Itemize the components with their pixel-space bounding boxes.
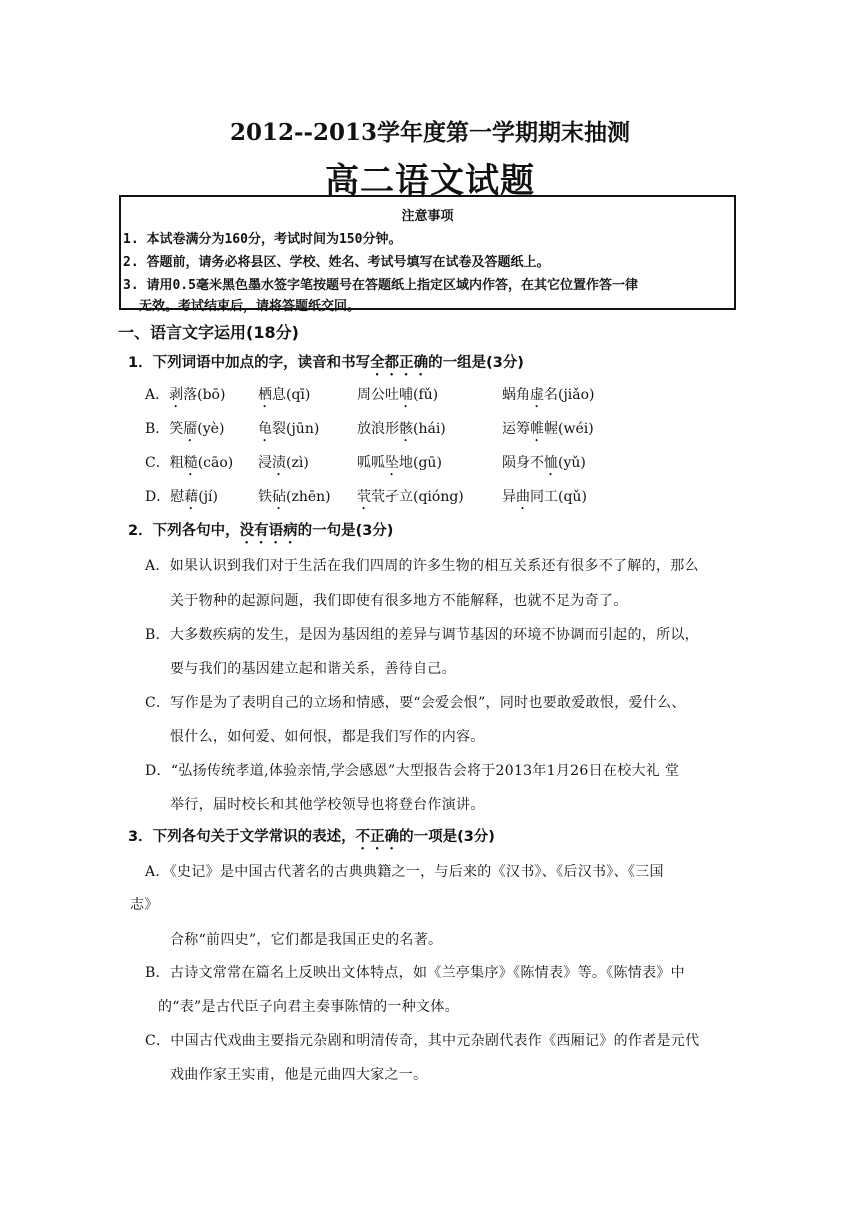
option-text: (jí) [198,489,218,505]
dotted-char: 坠 [385,455,399,471]
option-text: 同工(qǔ) [530,489,587,505]
q3-option-b: B．古诗文常常在篇名上反映出文体特点，如《兰亭集序》《陈情表》等。《陈情表》中 [145,965,685,981]
option-text: 落(bō) [183,387,226,403]
notice-box [119,195,736,314]
q3-option-b-cont: 的“表”是古代臣子向君主奏事陈情的一种文体。 [158,999,459,1015]
stem-emphasis: 不正确 [355,829,400,845]
option-text: (fǔ) [413,387,439,403]
notice-line: 无效。考试结束后，请将答题纸交回。 [139,299,361,314]
q2-option-d-cont: 举行，届时校长和其他学校领导也将登台作演讲。 [170,797,485,813]
option-text: 呱呱 [357,455,385,471]
q1-option-item [357,486,464,513]
dotted-char: 渍 [272,455,286,471]
option-text: (yǔ) [558,455,586,471]
dotted-char: 砧 [272,489,286,505]
dotted-char: 靥 [183,421,198,437]
q1-option-item [357,418,446,445]
notice-line: 2. 答题前，请务必将县区、学校、姓名、考试号填写在试卷及答题纸上。 [123,255,550,270]
q1-option-item [145,384,225,411]
stem-emphasis: 没有语病 [239,523,298,539]
q2-option-c: C．写作是为了表明自己的立场和情感，要“会爱会恨”，同时也要敢爱敢恨，爱什么、 [145,695,686,711]
option-text: 名(jiǎo) [544,387,595,403]
option-text: B． [145,421,170,437]
stem-text: 的一组是(3分) [428,355,524,371]
option-text: A． [145,387,170,403]
dotted-char: 栖 [258,387,272,403]
option-text: (cāo) [197,455,234,471]
q1-option-item [258,486,331,513]
stem-text: 的一项是(3分) [399,829,495,845]
q1-option-item [502,418,594,445]
option-text: 运筹 [502,421,530,437]
q2-option-b: B．大多数疾病的发生，是因为基因组的差异与调节基因的环境不协调而引起的，所以， [145,627,699,643]
q2-option-c-cont: 恨什么，如何爱、如何恨，都是我们写作的内容。 [170,729,485,745]
stem-text: 2．下列各句中， [128,523,240,539]
stem-emphasis: 全都正确 [370,355,429,371]
question-1-stem [128,351,524,379]
option-text: 息(qī) [272,387,311,403]
q1-option-item [145,486,218,513]
q1-option-item [145,418,224,445]
option-text: 陨身不 [502,455,544,471]
option-text: 幄(wéi) [544,421,594,437]
dotted-char: 帷 [530,421,544,437]
dotted-char: 藉 [184,489,199,505]
option-text: (yè) [197,421,225,437]
q2-option-a: A．如果认识到我们对于生活在我们四周的许多生物的相互关系还有很多不了解的，那么 [145,558,699,574]
dotted-char: 糙 [183,455,198,471]
dotted-char: 龟 [258,421,272,437]
option-text: 放浪形 [357,421,399,437]
option-text: 粗 [169,455,184,471]
stem-text: 1．下列词语中加点的字，读音和书写 [128,355,371,371]
q1-option-item [145,452,233,479]
option-text: 周公吐 [357,387,399,403]
q3-option-c-cont: 戏曲作家王实甫，他是元曲四大家之一。 [170,1067,428,1083]
option-text: 浸 [258,455,272,471]
q2-option-d: D．“弘扬传统孝道,体验亲情,学会感恩”大型报告会将于2013年1月26日在校大礼 堂 [145,763,680,779]
option-text: (zhēn) [286,489,331,505]
dotted-char: 哺 [399,387,413,403]
option-text: (zì) [286,455,309,471]
option-text: 笑 [169,421,184,437]
dotted-char: 恤 [544,455,558,471]
option-text: C． [145,455,170,471]
q1-option-item [502,486,587,513]
q3-option-a-wrap: 志》 [130,897,159,913]
option-text: 异 [502,489,516,505]
dotted-char: 虚 [530,387,544,403]
notice-heading: 注意事项 [401,209,454,224]
dotted-char: 剥 [169,387,184,403]
option-text: 地(gū) [399,455,442,471]
q1-option-item [258,452,309,479]
dotted-char: 茕 [357,489,371,505]
section-title: 一、语言文字运用(18分) [118,323,299,342]
dotted-char: 曲 [516,489,530,505]
q1-option-item [502,384,595,411]
option-text: 茕孑立(qióng) [371,489,464,505]
q1-option-item [357,452,442,479]
q1-option-item [502,452,586,479]
option-text: (hái) [413,421,446,437]
exam-subtitle: 高二语文试题 [325,161,535,201]
q3-option-c: C．中国古代戏曲主要指元杂剧和明清传奇，其中元杂剧代表作《西厢记》的作者是元代 [145,1033,700,1049]
dotted-char: 骸 [399,421,413,437]
option-text: 裂(jūn) [272,421,320,437]
option-text: D． [145,489,171,505]
q2-option-b-cont: 要与我们的基因建立起和谐关系，善待自己。 [170,661,456,677]
q3-option-a: A．《史记》是中国古代著名的古典典籍之一，与后来的《汉书》、《后汉书》、《三国 [145,864,664,880]
q3-option-a-cont: 合称“前四史”，它们都是我国正史的名著。 [170,932,443,948]
stem-text: 的一句是(3分) [297,523,394,539]
question-2-stem [128,519,393,547]
q1-option-item [258,384,310,411]
stem-text: 3．下列各句关于文学常识的表述， [128,829,356,845]
option-text: 蜗角 [502,387,530,403]
q2-option-a-cont: 关于物种的起源问题，我们即使有很多地方不能解释，也就不足为奇了。 [170,593,628,609]
q1-option-item [258,418,319,445]
notice-line: 1. 本试卷满分为160分，考试时间为150分钟。 [123,232,402,247]
exam-title: 2012--2013学年度第一学期期末抽测 [229,119,631,146]
question-3-stem [128,825,495,853]
q1-option-item [357,384,438,411]
notice-line: 3. 请用0.5毫米黑色墨水签字笔按题号在答题纸上指定区域内作答，在其它位置作答一律 [123,278,638,293]
option-text: 慰 [170,489,185,505]
option-text: 铁 [258,489,272,505]
